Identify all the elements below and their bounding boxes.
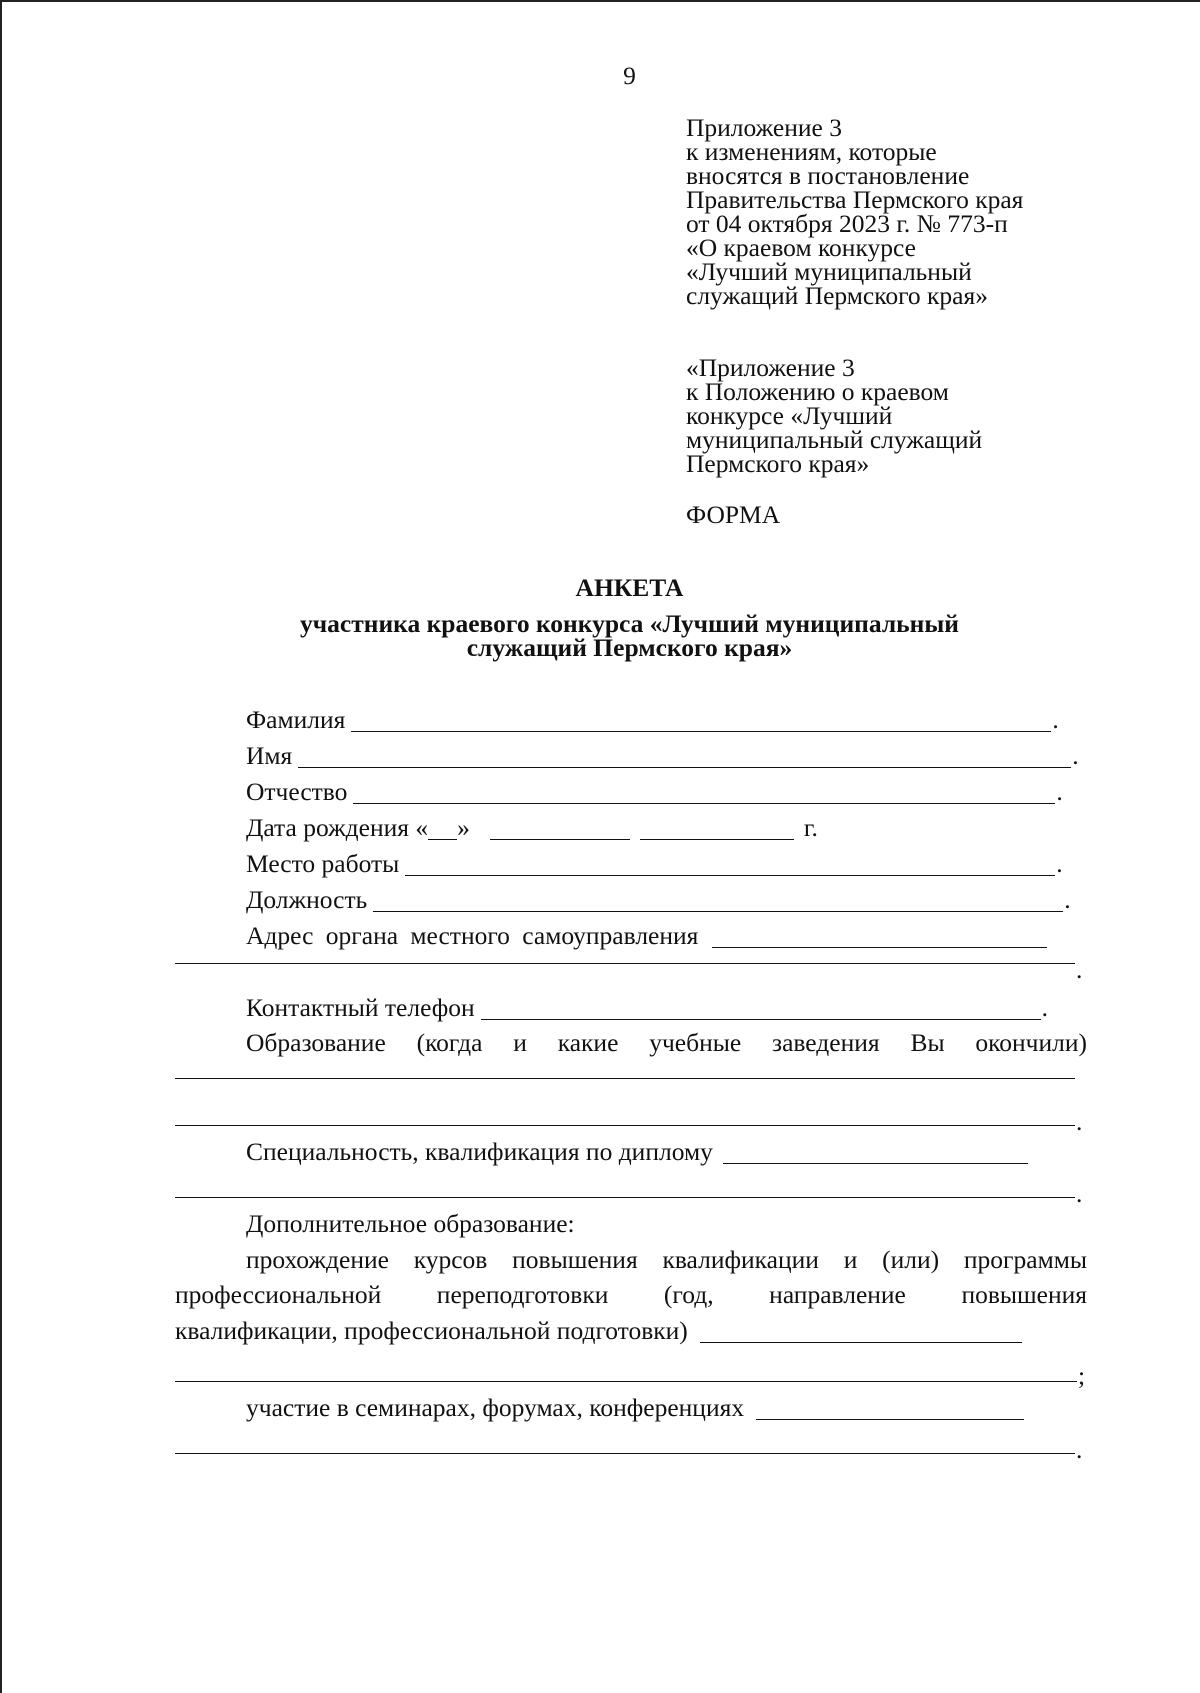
phone-label: Контактный телефон — [246, 993, 475, 1022]
period: . — [1072, 741, 1079, 770]
position-row — [246, 886, 1071, 912]
surname-row — [246, 706, 1059, 732]
appendix-line: конкурсе «Лучший — [686, 401, 893, 430]
appendix-line: «Приложение 3 — [686, 353, 855, 382]
phone-row — [246, 994, 1048, 1020]
name-label: Имя — [246, 741, 293, 770]
appendix-line: к изменениям, которые — [686, 137, 937, 166]
courses-text-line1: прохождение курсов повышения квалификации и (или) программы — [246, 1245, 1087, 1274]
page-edge-left — [0, 0, 2, 1693]
position-label: Должность — [246, 885, 368, 914]
courses-text-line3: квалификации, профессиональной подготовки) — [175, 1316, 688, 1345]
birth-date-label: Дата рождения « — [246, 813, 429, 842]
patronymic-label: Отчество — [246, 777, 348, 806]
phone-field[interactable] — [481, 997, 1041, 1020]
period: . — [1076, 955, 1083, 984]
appendix-line: Приложение 3 — [686, 113, 842, 142]
address-label: Адрес органа местного самоуправления — [246, 921, 699, 950]
seminars-row — [246, 1394, 1024, 1420]
appendix-line: Пермского края» — [686, 449, 870, 478]
appendix-line: служащий Пермского края» — [686, 281, 988, 310]
form-subtitle-line1: участника краевого конкурса «Лучший муниципальный — [300, 609, 959, 638]
surname-label: Фамилия — [246, 705, 346, 734]
appendix-header — [686, 113, 1166, 310]
semicolon: ; — [1078, 1361, 1086, 1390]
workplace-label: Место работы — [246, 849, 400, 878]
appendix-line: «Лучший муниципальный — [686, 257, 972, 286]
appendix-line: от 04 октября 2023 г. № 773-п — [686, 209, 1008, 238]
birth-date-quote: » — [457, 813, 470, 842]
workplace-field[interactable] — [405, 853, 1055, 876]
patronymic-row — [246, 778, 1063, 804]
education-label: Образование (когда и какие учебные заведения Вы окончили) — [246, 1028, 1087, 1057]
appendix-line: Правительства Пермского края — [686, 185, 1024, 214]
year-suffix: г. — [803, 813, 818, 842]
education-field[interactable] — [175, 1077, 1075, 1079]
birth-date-row — [246, 814, 818, 840]
page-number: 9 — [623, 61, 636, 90]
period: . — [1056, 849, 1063, 878]
surname-field[interactable] — [351, 709, 1051, 732]
birth-day-field[interactable] — [428, 817, 457, 840]
specialty-field-continued[interactable] — [175, 1196, 1075, 1198]
workplace-row — [246, 850, 1063, 876]
form-title: АНКЕТА — [575, 573, 684, 602]
courses-field-continued[interactable] — [175, 1380, 1077, 1382]
specialty-row — [246, 1138, 1028, 1164]
courses-text-line2: профессиональной переподготовки (год, направление повышения — [175, 1280, 1087, 1309]
form-subtitle-line2: служащий Пермского края» — [466, 633, 793, 662]
appendix-line: муниципальный служащий — [686, 425, 983, 454]
period: . — [1076, 1435, 1083, 1464]
address-field[interactable] — [712, 925, 1047, 948]
period: . — [1076, 1179, 1083, 1208]
birth-month-field[interactable] — [490, 817, 630, 840]
birth-year-field[interactable] — [640, 817, 794, 840]
address-row — [246, 922, 1047, 948]
courses-field[interactable] — [700, 1320, 1022, 1343]
period: . — [1076, 1107, 1083, 1136]
specialty-label: Специальность, квалификация по диплому — [246, 1137, 713, 1166]
courses-row — [175, 1317, 1022, 1343]
period: . — [1041, 993, 1049, 1022]
name-field[interactable] — [298, 745, 1071, 768]
seminars-label: участие в семинарах, форумах, конференциях — [246, 1393, 745, 1422]
additional-education-label: Дополнительное образование: — [246, 1209, 575, 1238]
appendix-line: вносятся в постановление — [686, 161, 970, 190]
appendix-inner-header — [686, 353, 1166, 478]
education-field-continued[interactable] — [175, 1124, 1075, 1126]
appendix-line: к Положению о краевом — [686, 377, 949, 406]
position-field[interactable] — [373, 889, 1063, 912]
page-edge-top — [0, 0, 1200, 2]
period: . — [1064, 885, 1071, 914]
specialty-field[interactable] — [723, 1141, 1028, 1164]
period: . — [1052, 705, 1059, 734]
appendix-line: «О краевом конкурсе — [686, 233, 916, 262]
patronymic-field[interactable] — [353, 781, 1055, 804]
name-row — [246, 742, 1079, 768]
seminars-field-continued[interactable] — [175, 1452, 1075, 1454]
seminars-field[interactable] — [756, 1397, 1024, 1420]
period: . — [1056, 777, 1063, 806]
form-label: ФОРМА — [686, 500, 781, 529]
address-field-continued[interactable] — [175, 962, 1075, 964]
